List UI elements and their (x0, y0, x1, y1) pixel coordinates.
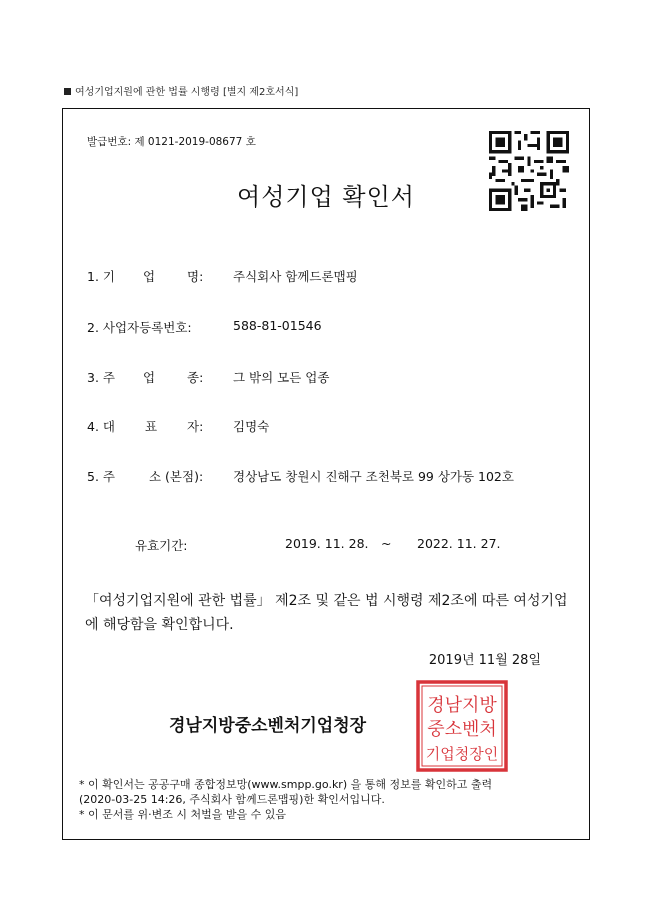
confirmation-statement: 「여성기업지원에 관한 법률」 제2조 및 같은 법 시행령 제2조에 따른 여성기업에 해당함을 확인합니다. (85, 593, 568, 633)
field-label-part: 자: (187, 419, 204, 434)
issue-date: 2019년 11월 28일 (428, 653, 541, 668)
seal-text-line: 경남지방 (427, 695, 497, 716)
field-label: 2. 사업자등록번호: (87, 320, 192, 335)
field-address (87, 467, 567, 483)
footnote-line: * 이 문서를 위·변조 시 처벌을 받을 수 있음 (79, 808, 286, 821)
field-value: 그 밖의 모든 업종 (233, 370, 330, 385)
issue-number: 발급번호: 제 0121-2019-08677 호 (87, 136, 256, 148)
field-label-part: 종: (187, 370, 204, 385)
issuer-name: 경남지방중소벤처기업청장 (169, 716, 367, 736)
validity-end: 2022. 11. 27. (417, 536, 501, 551)
footnote-line: * 이 확인서는 공공구매 종합정보망(www.smpp.go.kr) 을 통해 정보를 확인하고 출력 (79, 778, 493, 791)
footnote-line: (2020-03-25 14:26, 주식회사 함께드론맵핑)한 확인서입니다. (79, 793, 385, 806)
field-label: 3. 주 (87, 370, 115, 385)
validity-start: 2019. 11. 28. (285, 536, 369, 551)
seal-text-line: 중소벤처 (427, 719, 497, 740)
official-seal-icon (415, 679, 509, 773)
square-bullet-icon (64, 88, 71, 95)
field-label-part: 소 (본점): (149, 469, 204, 484)
certificate-frame (62, 108, 590, 840)
field-business-number (87, 318, 567, 334)
field-label: 5. 주 (87, 469, 115, 484)
field-representative (87, 417, 567, 433)
footnotes (79, 777, 492, 822)
field-label-part: 업 (143, 269, 156, 284)
field-value: 경상남도 창원시 진해구 조천북로 99 상가동 102호 (233, 469, 514, 484)
field-value: 주식회사 함께드론맵핑 (233, 269, 358, 284)
seal-text-line: 기업청장인 (425, 745, 499, 763)
field-label-part: 명: (187, 269, 204, 284)
field-value: 588-81-01546 (233, 318, 322, 333)
validity-tilde: ~ (381, 536, 392, 551)
field-label-part: 업 (143, 370, 156, 385)
field-value: 김명숙 (233, 419, 270, 434)
field-label: 4. 대 (87, 419, 115, 434)
field-company-name (87, 267, 567, 283)
field-business-type (87, 368, 567, 384)
document-title: 여성기업 확인서 (237, 183, 415, 211)
field-label: 1. 기 (87, 269, 115, 284)
form-reference: 여성기업지원에 관한 법률 시행령 [별지 제2호서식] (64, 83, 298, 98)
validity-label: 유효기간: (135, 538, 188, 553)
field-label-part: 표 (145, 419, 158, 434)
